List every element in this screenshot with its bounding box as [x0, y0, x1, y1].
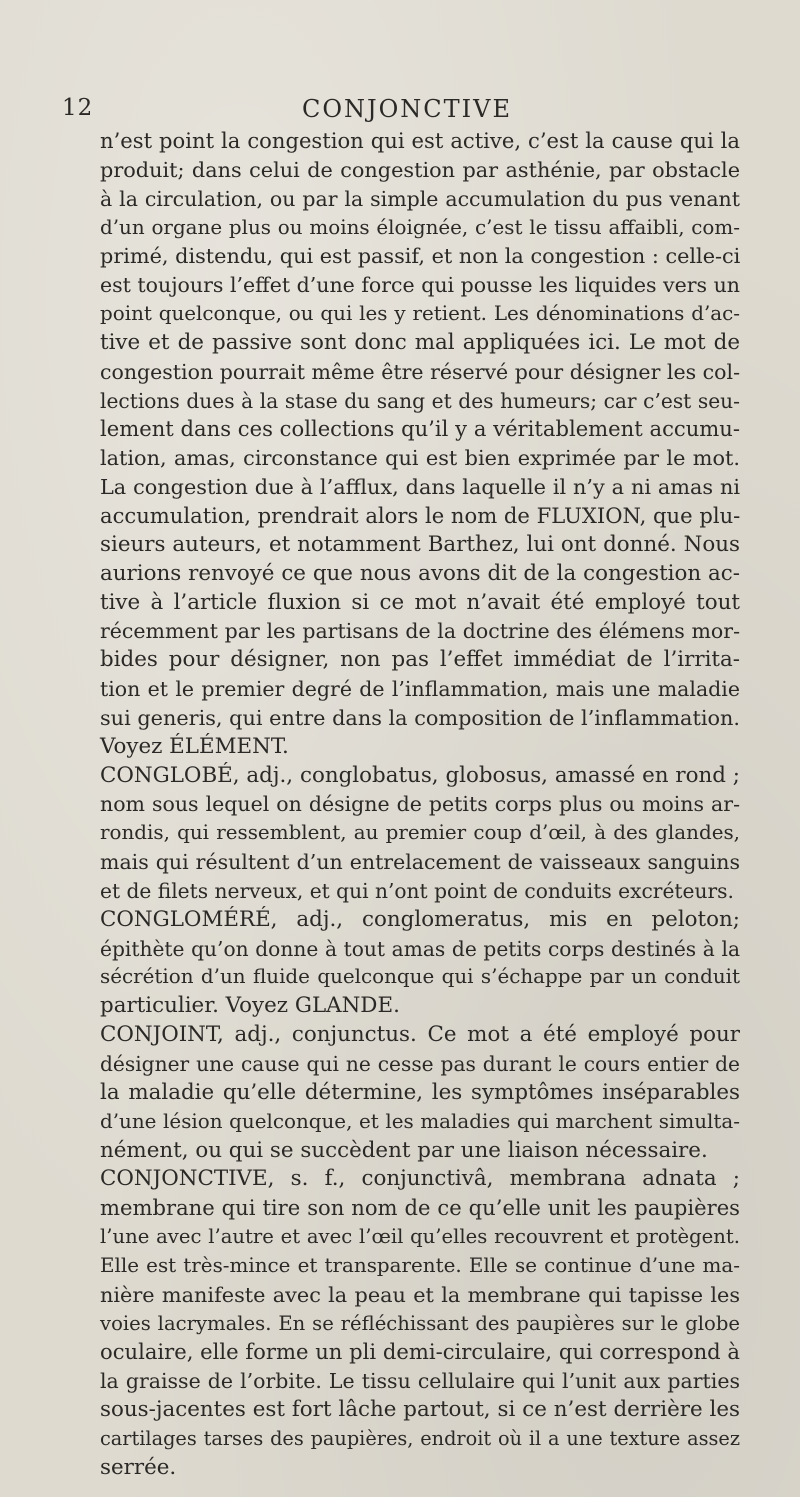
text-line: mais qui résultent d’un entrelacement de vaisseaux sanguins: [100, 850, 740, 875]
text-line: congestion pourrait même être réservé pour désigner les col-: [100, 359, 740, 384]
text-line: d’un organe plus ou moins éloignée, c’est le tissu affaibli, com-: [100, 215, 740, 239]
text-line: nière manifeste avec la peau et la membrane qui tapisse les: [100, 1282, 740, 1307]
text-line: sieurs auteurs, et notamment Barthez, lui ont donné. Nous: [100, 531, 740, 557]
text-line: oculaire, elle forme un pli demi-circulaire, qui correspond à: [100, 1339, 740, 1365]
text-line: voies lacrymales. En se réfléchissant des paupières sur le globe: [100, 1311, 740, 1335]
text-line: tive et de passive sont donc mal appliquées ici. Le mot de: [100, 329, 740, 355]
text-line: désigner une cause qui ne cesse pas durant le cours entier de: [100, 1052, 740, 1076]
text-line: tion et le premier degré de l’inflammation, mais une maladie: [100, 677, 740, 702]
text-line: sous-jacentes est fort lâche partout, si ce n’est derrière les: [100, 1397, 740, 1423]
text-line: accumulation, prendrait alors le nom de FLUXION, que plu-: [100, 502, 741, 528]
text-line: rondis, qui ressemblent, au premier coup d’œil, à des glandes,: [100, 821, 740, 845]
running-head: CONJONCTIVE: [301, 95, 513, 123]
text-line: tive à l’article fluxion si ce mot n’avait été employé tout: [100, 589, 740, 615]
text-line: nément, ou qui se succèdent par une liaison nécessaire.: [100, 1137, 708, 1163]
text-line: est toujours l’effet d’une force qui pousse les liquides vers un: [100, 273, 740, 298]
text-line: n’est point la congestion qui est active, c’est la cause qui la: [100, 128, 740, 153]
text-line: l’une avec l’autre et avec l’œil qu’elles recouvrent et protègent.: [100, 1225, 740, 1249]
text-line: CONGLOBÉ, adj., conglobatus, globosus, amassé en rond ;: [100, 762, 740, 788]
text-line: Elle est très-mince et transparente. Elle se continue d’une ma-: [100, 1253, 740, 1277]
text-line: CONJONCTIVE, s. f., conjunctivâ, membrana adnata ;: [100, 1166, 740, 1192]
text-line: la graisse de l’orbite. Le tissu cellulaire qui l’unit aux parties: [100, 1369, 740, 1394]
text-line: membrane qui tire son nom de ce qu’elle unit les paupières: [100, 1195, 740, 1221]
text-line: nom sous lequel on désigne de petits corps plus ou moins ar-: [100, 792, 740, 817]
text-line: bides pour désigner, non pas l’effet immédiat de l’irrita-: [100, 647, 740, 673]
text-line: lections dues à la stase du sang et des humeurs; car c’est seu-: [100, 388, 740, 413]
text-line: récemment par les partisans de la doctrine des élémens mor-: [100, 619, 740, 644]
text-line: CONGLOMÉRÉ, adj., conglomeratus, mis en peloton;: [100, 906, 740, 932]
text-line: la maladie qu’elle détermine, les symptômes inséparables: [100, 1079, 740, 1105]
text-line: lation, amas, circonstance qui est bien exprimée par le mot.: [100, 446, 740, 471]
text-line: à la circulation, ou par la simple accumulation du pus venant: [100, 186, 740, 211]
text-line: aurions renvoyé ce que nous avons dit de la congestion ac-: [100, 560, 740, 586]
text-line: serrée.: [100, 1454, 177, 1480]
text-line: primé, distendu, qui est passif, et non la congestion : celle-ci: [100, 244, 741, 269]
text-line: Voyez ÉLÉMENT.: [100, 733, 289, 759]
text-line: cartilages tarses des paupières, endroit où il a une texture assez: [100, 1426, 740, 1450]
text-line: sui generis, qui entre dans la composition de l’inflammation.: [100, 705, 740, 730]
text-line: et de filets nerveux, et qui n’ont point de conduits excréteurs.: [100, 878, 734, 903]
text-line: La congestion due à l’afflux, dans laquelle il n’y a ni amas ni: [100, 475, 740, 500]
page-number: 12: [62, 95, 94, 121]
text-line: sécrétion d’un fluide quelconque qui s’échappe par un conduit: [100, 965, 740, 989]
text-line: CONJOINT, adj., conjunctus. Ce mot a été employé pour: [100, 1022, 740, 1048]
text-line: particulier. Voyez GLANDE.: [100, 993, 400, 1019]
text-line: d’une lésion quelconque, et les maladies qui marchent simulta-: [100, 1109, 740, 1133]
text-line: lement dans ces collections qu’il y a véritablement accumu-: [100, 416, 740, 442]
page-header: [62, 95, 752, 131]
body-text: [100, 127, 740, 1483]
text-line: épithète qu’on donne à tout amas de petits corps destinés à la: [100, 936, 740, 961]
text-line: produit; dans celui de congestion par asthénie, par obstacle: [100, 157, 740, 182]
text-line: point quelconque, ou qui les y retient. Les dénominations d’ac-: [100, 302, 740, 326]
